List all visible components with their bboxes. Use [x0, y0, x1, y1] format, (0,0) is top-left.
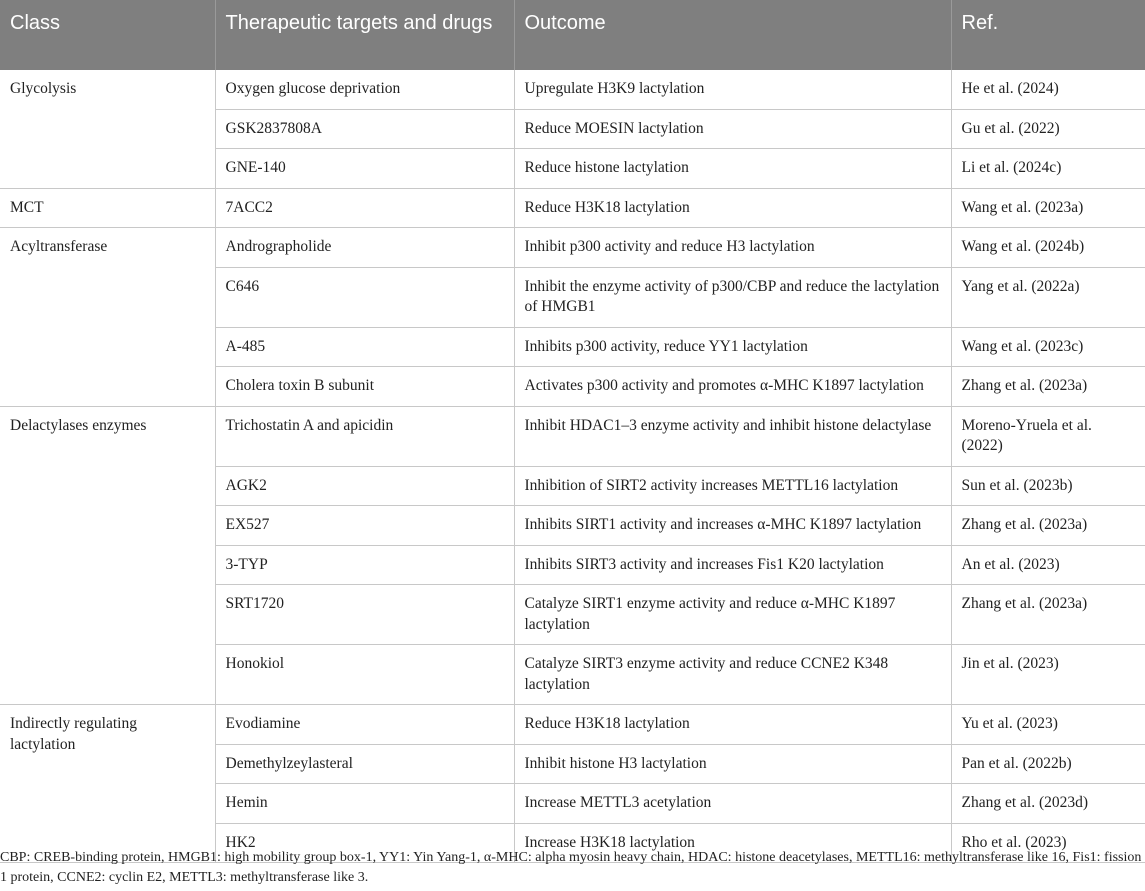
drug-cell: GNE-140 — [215, 149, 514, 189]
outcome-cell: Inhibit the enzyme activity of p300/CBP and reduce the lactylation of HMGB1 — [514, 267, 951, 327]
ref-cell: Sun et al. (2023b) — [951, 466, 1145, 506]
drug-cell: C646 — [215, 267, 514, 327]
class-cell: Acyltransferase — [0, 228, 215, 407]
drug-cell: Honokiol — [215, 645, 514, 705]
outcome-cell: Inhibits p300 activity, reduce YY1 lactylation — [514, 327, 951, 367]
ref-cell: Yu et al. (2023) — [951, 705, 1145, 745]
table-row — [0, 228, 1145, 268]
outcome-cell: Inhibits SIRT3 activity and increases Fis1 K20 lactylation — [514, 545, 951, 585]
ref-cell: Wang et al. (2024b) — [951, 228, 1145, 268]
drug-cell: Hemin — [215, 784, 514, 824]
ref-cell: Zhang et al. (2023d) — [951, 784, 1145, 824]
ref-cell: Wang et al. (2023c) — [951, 327, 1145, 367]
ref-cell: Zhang et al. (2023a) — [951, 506, 1145, 546]
outcome-cell: Reduce H3K18 lactylation — [514, 705, 951, 745]
outcome-cell: Inhibit HDAC1–3 enzyme activity and inhibit histone delactylase — [514, 406, 951, 466]
class-cell: MCT — [0, 188, 215, 228]
outcome-cell: Inhibits SIRT1 activity and increases α-MHC K1897 lactylation — [514, 506, 951, 546]
class-cell: Delactylases enzymes — [0, 406, 215, 705]
outcome-cell: Increase METTL3 acetylation — [514, 784, 951, 824]
header-ref: Ref. — [951, 0, 1145, 70]
outcome-cell: Catalyze SIRT1 enzyme activity and reduce α-MHC K1897 lactylation — [514, 585, 951, 645]
ref-cell: Pan et al. (2022b) — [951, 744, 1145, 784]
drug-cell: A-485 — [215, 327, 514, 367]
class-cell: Indirectly regulating lactylation — [0, 705, 215, 863]
outcome-cell: Inhibit histone H3 lactylation — [514, 744, 951, 784]
outcome-cell: Reduce histone lactylation — [514, 149, 951, 189]
outcome-cell: Inhibition of SIRT2 activity increases METTL16 lactylation — [514, 466, 951, 506]
ref-cell: Rho et al. (2023) — [951, 823, 1145, 863]
outcome-cell: Catalyze SIRT3 enzyme activity and reduce CCNE2 K348 lactylation — [514, 645, 951, 705]
drug-cell: 3-TYP — [215, 545, 514, 585]
ref-cell: An et al. (2023) — [951, 545, 1145, 585]
outcome-cell: Increase H3K18 lactylation — [514, 823, 951, 863]
ref-cell: Wang et al. (2023a) — [951, 188, 1145, 228]
drug-cell: Andrographolide — [215, 228, 514, 268]
drug-cell: Cholera toxin B subunit — [215, 367, 514, 407]
outcome-cell: Reduce H3K18 lactylation — [514, 188, 951, 228]
ref-cell: Yang et al. (2022a) — [951, 267, 1145, 327]
drug-cell: SRT1720 — [215, 585, 514, 645]
drug-cell: GSK2837808A — [215, 109, 514, 149]
table-footnote: CBP: CREB-binding protein, HMGB1: high mobility group box-1, YY1: Yin Yang-1, α-MHC: alpha myosin heavy chain, HDAC: histone deacetylases, METTL16: methyltransferase like 16, Fis1: fission 1 protein, CCNE2: cyclin E2, METTL3: methyltransferase like 3. — [0, 850, 1142, 885]
drug-cell: HK2 — [215, 823, 514, 863]
outcome-cell: Reduce MOESIN lactylation — [514, 109, 951, 149]
table-body — [0, 70, 1145, 863]
ref-cell: He et al. (2024) — [951, 70, 1145, 109]
table-row — [0, 188, 1145, 228]
drug-cell: Trichostatin A and apicidin — [215, 406, 514, 466]
drug-cell: EX527 — [215, 506, 514, 546]
drug-cell: AGK2 — [215, 466, 514, 506]
table-row — [0, 406, 1145, 466]
table-row — [0, 705, 1145, 745]
header-targets: Therapeutic targets and drugs — [215, 0, 514, 70]
ref-cell: Li et al. (2024c) — [951, 149, 1145, 189]
ref-cell: Zhang et al. (2023a) — [951, 367, 1145, 407]
drug-cell: Oxygen glucose deprivation — [215, 70, 514, 109]
ref-cell: Moreno-Yruela et al. (2022) — [951, 406, 1145, 466]
drug-cell: Demethylzeylasteral — [215, 744, 514, 784]
ref-cell: Jin et al. (2023) — [951, 645, 1145, 705]
class-cell: Glycolysis — [0, 70, 215, 188]
drug-cell: 7ACC2 — [215, 188, 514, 228]
header-row — [0, 0, 1145, 70]
table-row — [0, 70, 1145, 109]
drug-cell: Evodiamine — [215, 705, 514, 745]
outcome-cell: Inhibit p300 activity and reduce H3 lactylation — [514, 228, 951, 268]
header-outcome: Outcome — [514, 0, 951, 70]
ref-cell: Gu et al. (2022) — [951, 109, 1145, 149]
outcome-cell: Activates p300 activity and promotes α-MHC K1897 lactylation — [514, 367, 951, 407]
ref-cell: Zhang et al. (2023a) — [951, 585, 1145, 645]
outcome-cell: Upregulate H3K9 lactylation — [514, 70, 951, 109]
header-class: Class — [0, 0, 215, 70]
